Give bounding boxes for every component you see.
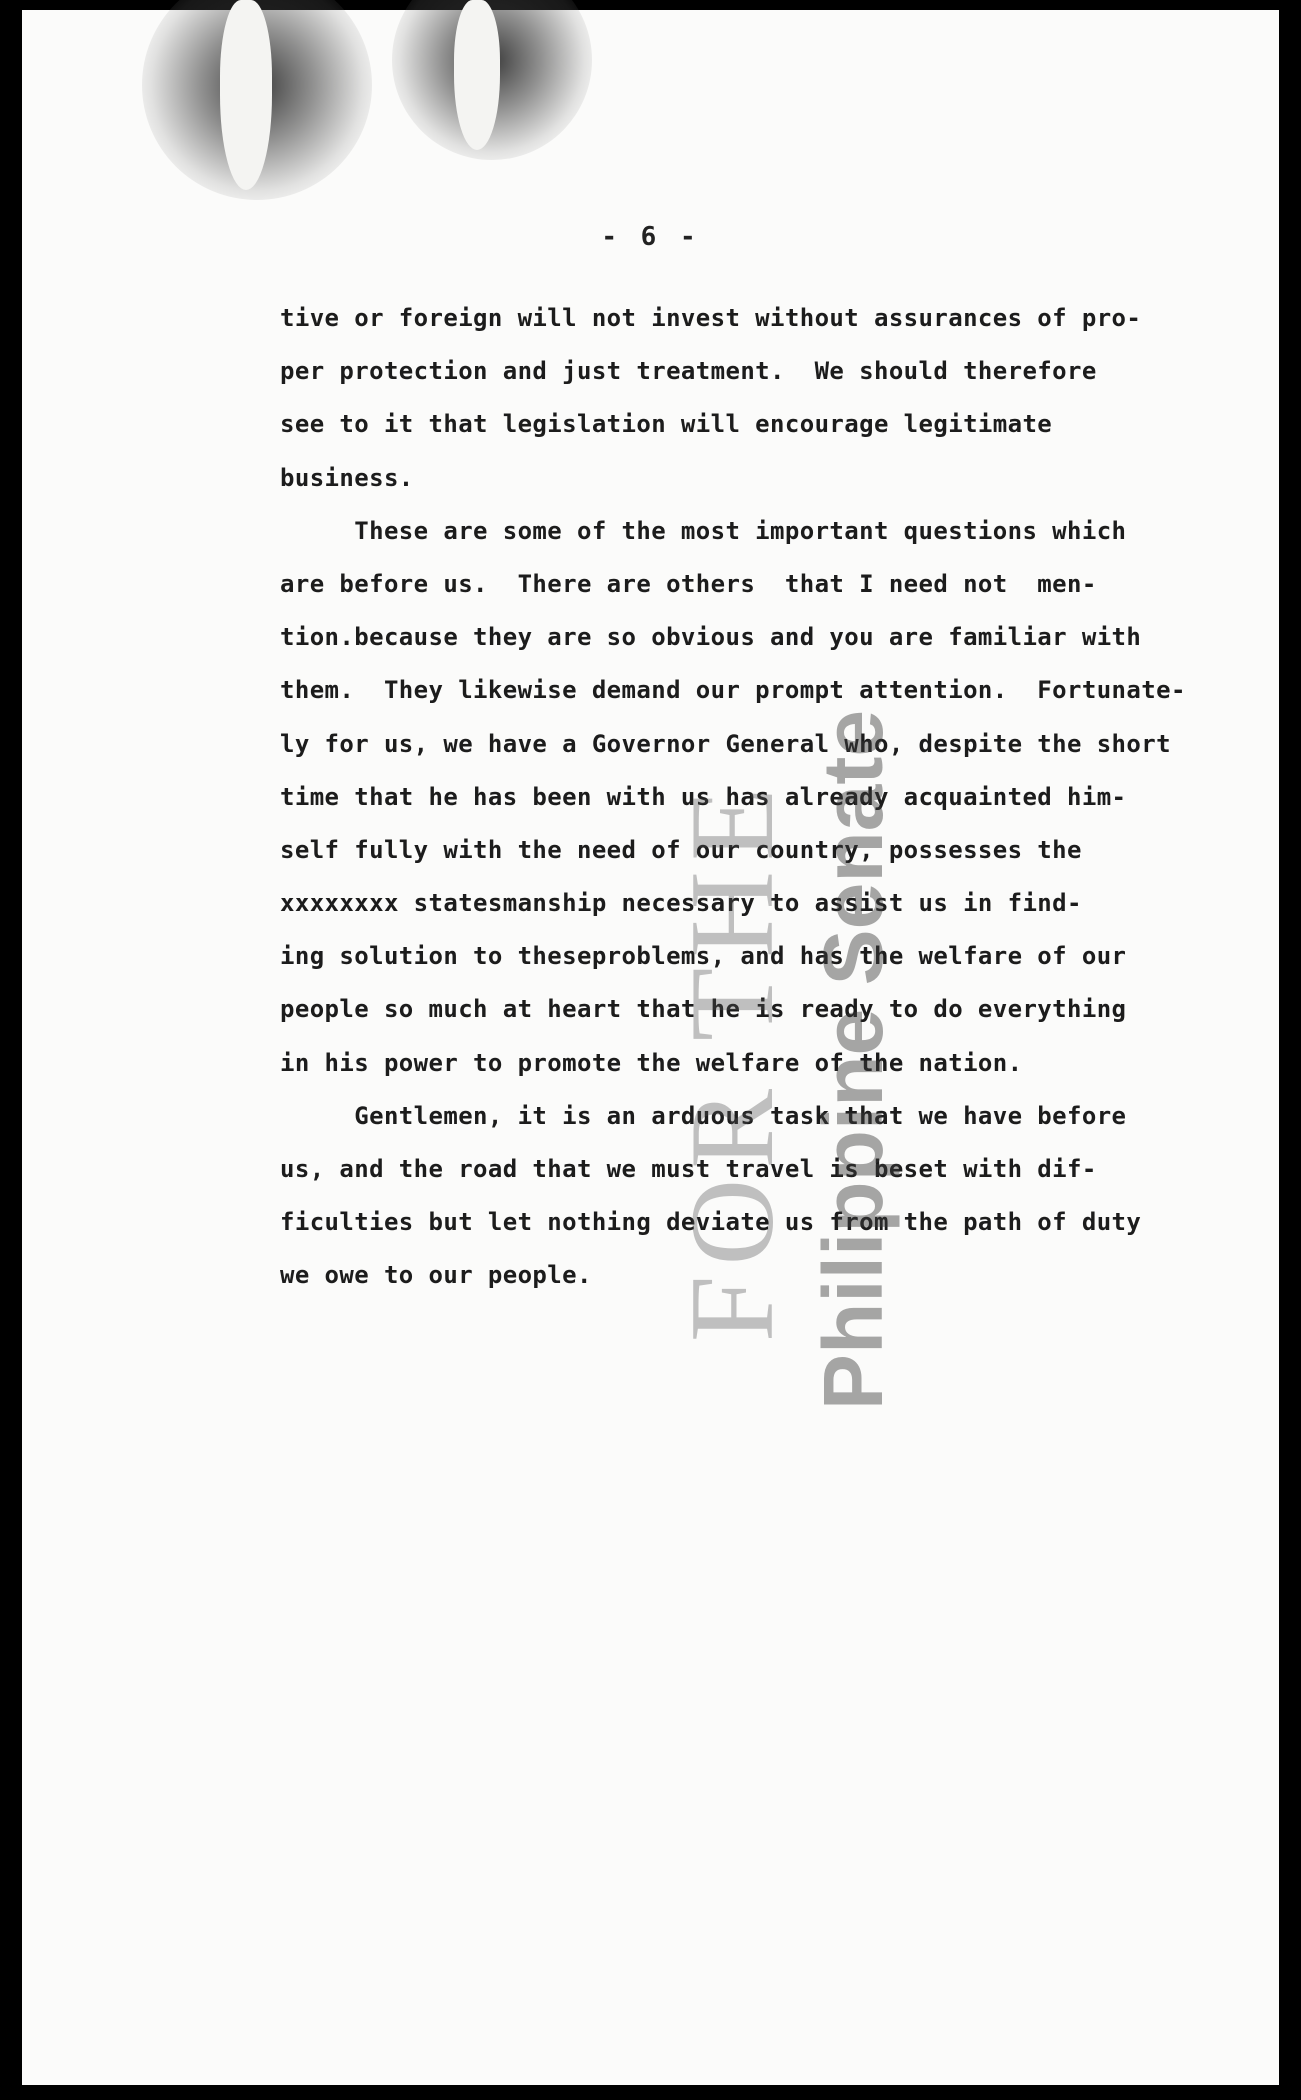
top-left-tear <box>220 0 272 190</box>
text-line: Gentlemen, it is an arduous task that we have before <box>280 1101 1127 1130</box>
text-line: tive or foreign will not invest without assurances of pro- <box>280 304 1142 332</box>
text-line: ficulties but let nothing deviate us from the path of duty <box>280 1208 1142 1237</box>
text-line: tion.because they are so obvious and you are familiar with <box>280 623 1142 652</box>
text-line: xxxxxxxx statesmanship necessary to assist us in find- <box>280 889 1082 918</box>
text-line: them. They likewise demand our prompt attention. Fortunate- <box>280 676 1186 705</box>
text-line: ly for us, we have a Governor General who, despite the short <box>280 729 1171 758</box>
text-line: ing solution to theseproblems, and has the welfare of our <box>280 942 1127 971</box>
text-line: These are some of the most important questions which <box>280 516 1127 545</box>
top-middle-tear <box>454 0 500 150</box>
text-line: in his power to promote the welfare of the nation. <box>280 1048 1023 1077</box>
stamp-line-1: FOR THE <box>665 777 798 1343</box>
stamp-line-2: Philippine Senate <box>806 709 900 1411</box>
text-line: business. <box>280 463 414 492</box>
text-line: per protection and just treatment. We should therefore <box>280 357 1097 386</box>
text-line: we owe to our people. <box>280 1261 592 1290</box>
text-line: people so much at heart that he is ready to do everything <box>280 995 1127 1024</box>
text-line: are before us. There are others that I need not men- <box>280 569 1097 598</box>
text-line: see to it that legislation will encourage legitimate <box>280 410 1053 439</box>
body-text <box>280 292 1240 1303</box>
document-page <box>22 10 1279 2085</box>
text-line: us, and the road that we must travel is beset with dif- <box>280 1155 1097 1183</box>
text-line: time that he has been with us has already acquainted him- <box>280 782 1127 811</box>
text-line: self fully with the need of our country, possesses the <box>280 835 1082 864</box>
page-number: - 6 - <box>601 222 700 252</box>
